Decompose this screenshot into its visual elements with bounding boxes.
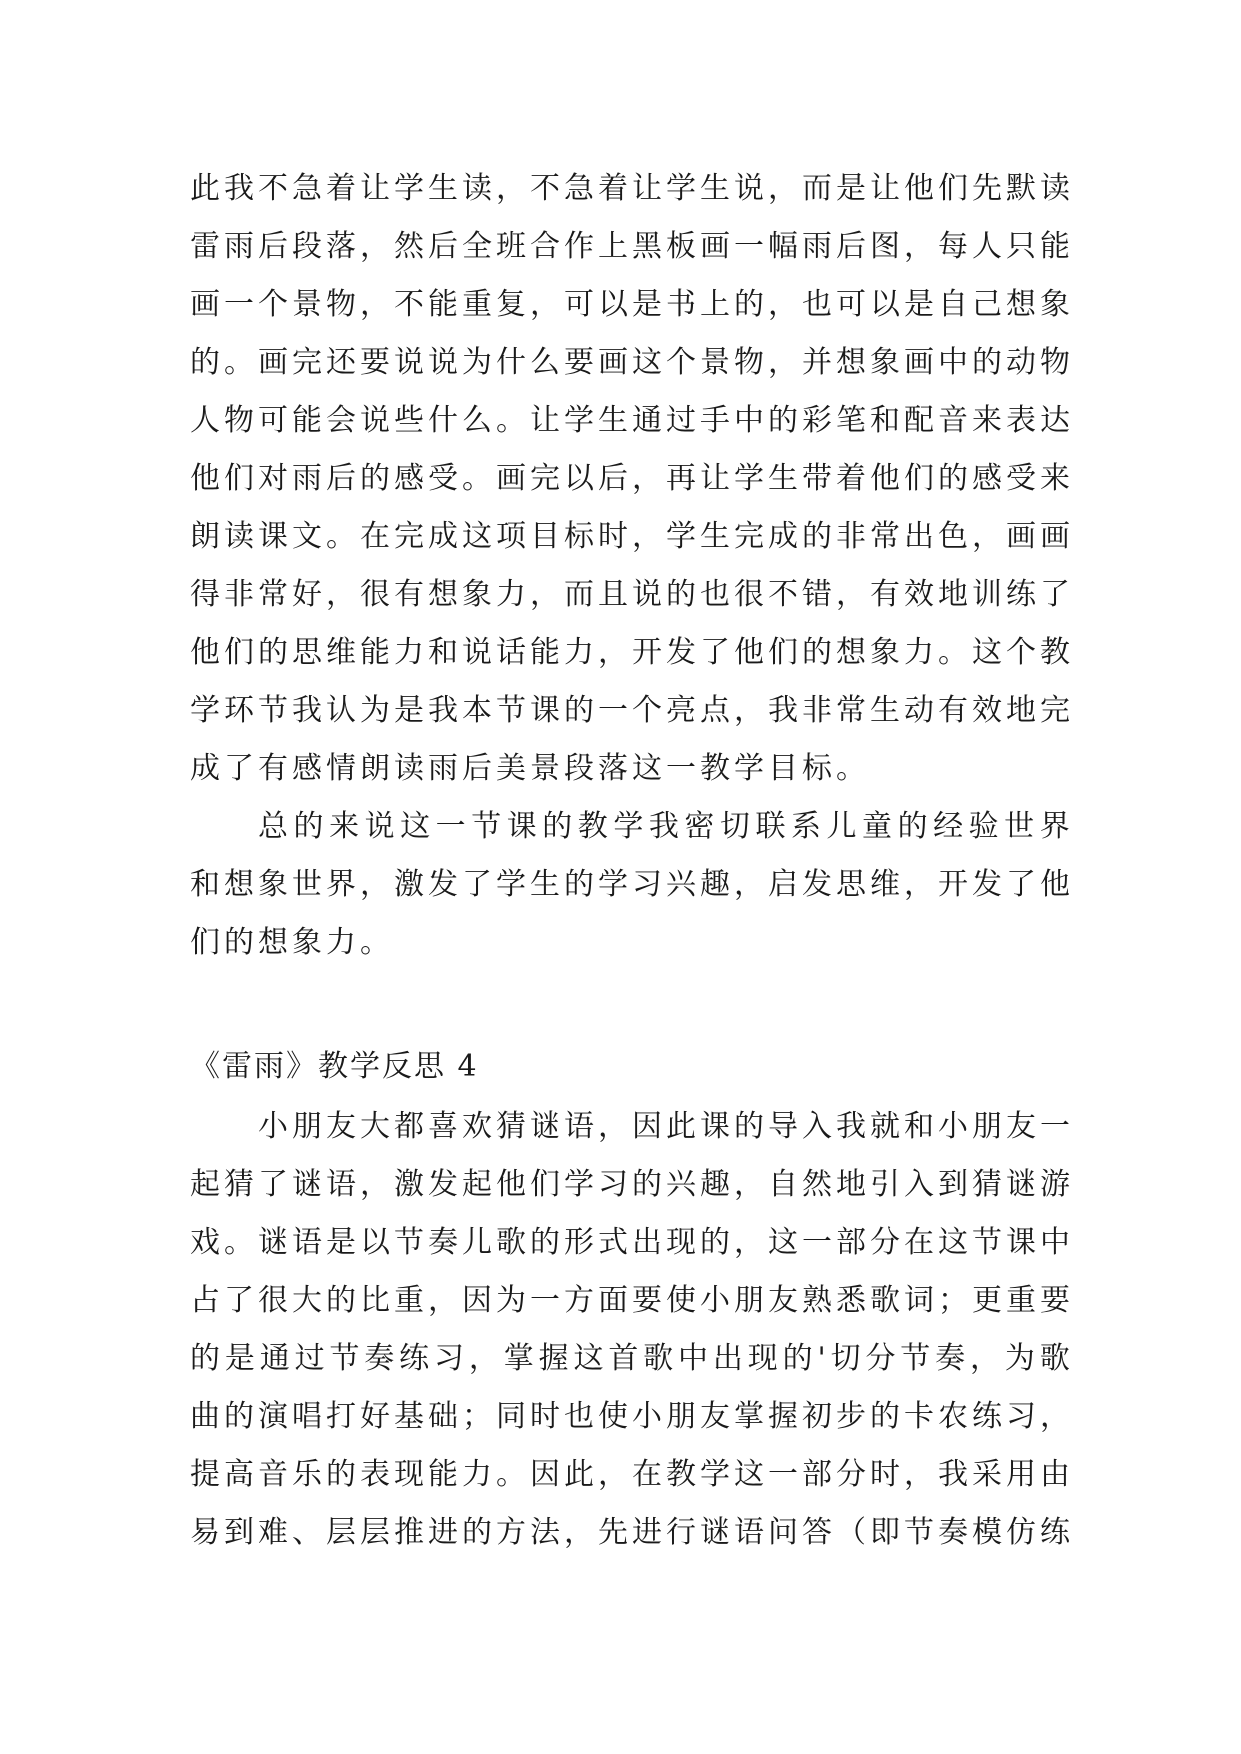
text-line: 小 朋 友 大 都 喜 欢 猜 谜 语 ， 因 此 课 的 导 入 我 就 和 小 朋 友 一 (258, 1109, 1070, 1144)
text-line: 戏 。 谜 语 是 以 节 奏 儿 歌 的 形 式 出 现 的 ， 这 一 部 分 在 这 节 课 中 (190, 1225, 1070, 1260)
text-line: 雷 雨 后 段 落 ， 然 后 全 班 合 作 上 黑 板 画 一 幅 雨 后 图 ， 每 人 只 能 (190, 229, 1070, 264)
text-line: 成了有感情朗读雨后美景段落这一教学目标。 (190, 751, 870, 786)
text-line: 们的想象力。 (190, 925, 394, 960)
text-line: 画 一 个 景 物 ， 不 能 重 复 ， 可 以 是 书 上 的 ， 也 可 以 是 自 己 想 象 (190, 287, 1070, 322)
text-line: 他 们 的 思 维 能 力 和 说 话 能 力 ， 开 发 了 他 们 的 想 象 力 。 这 个 教 (190, 635, 1070, 670)
text-line: 曲 的 演 唱 打 好 基 础 ； 同 时 也 使 小 朋 友 掌 握 初 步 的 卡 农 练 习 ， (190, 1399, 1070, 1434)
text-line: 占 了 很 大 的 比 重 ， 因 为 一 方 面 要 使 小 朋 友 熟 悉 歌 词 ； 更 重 要 (190, 1283, 1070, 1318)
text-line: 的 。 画 完 还 要 说 说 为 什 么 要 画 这 个 景 物 ， 并 想 象 画 中 的 动 物 (190, 345, 1070, 380)
text-line: 起 猜 了 谜 语 ， 激 发 起 他 们 学 习 的 兴 趣 ， 自 然 地 引 入 到 猜 谜 游 (190, 1167, 1070, 1202)
text-line: 提 高 音 乐 的 表 现 能 力 。 因 此 ， 在 教 学 这 一 部 分 时 ， 我 采 用 由 (190, 1457, 1070, 1492)
text-line: 得 非 常 好 ， 很 有 想 象 力 ， 而 且 说 的 也 很 不 错 ， 有 效 地 训 练 了 (190, 577, 1070, 612)
paragraph-continued (190, 160, 1070, 798)
paragraph-intro (190, 1098, 1070, 1562)
text-line: 此 我 不 急 着 让 学 生 读 ， 不 急 着 让 学 生 说 ， 而 是 让 他 们 先 默 读 (190, 171, 1070, 206)
section-heading (190, 1038, 1070, 1096)
text-line: 学 环 节 我 认 为 是 我 本 节 课 的 一 个 亮 点 ， 我 非 常 生 动 有 效 地 完 (190, 693, 1070, 728)
text-line: 朗 读 课 文 。 在 完 成 这 项 目 标 时 ， 学 生 完 成 的 非 常 出 色 ， 画 画 (190, 519, 1070, 554)
text-line: 易 到 难 、 层 层 推 进 的 方 法 ， 先 进 行 谜 语 问 答 （ 即 节 奏 模 仿 练 (190, 1515, 1070, 1550)
text-line: 的 是 通 过 节 奏 练 习 ， 掌 握 这 首 歌 中 出 现 的 ' 切 分 节 奏 ， 为 歌 (190, 1341, 1070, 1376)
text-line: 人 物 可 能 会 说 些 什 么 。 让 学 生 通 过 手 中 的 彩 笔 和 配 音 来 表 达 (190, 403, 1070, 438)
text-line: 和 想 象 世 界 ， 激 发 了 学 生 的 学 习 兴 趣 ， 启 发 思 维 ， 开 发 了 他 (190, 867, 1070, 902)
section-title: 《雷雨》教学反思 4 (190, 1049, 479, 1084)
text-line: 总 的 来 说 这 一 节 课 的 教 学 我 密 切 联 系 儿 童 的 经 验 世 界 (258, 809, 1070, 844)
text-line: 他 们 对 雨 后 的 感 受 。 画 完 以 后 ， 再 让 学 生 带 着 他 们 的 感 受 来 (190, 461, 1070, 496)
paragraph-summary (190, 798, 1070, 972)
